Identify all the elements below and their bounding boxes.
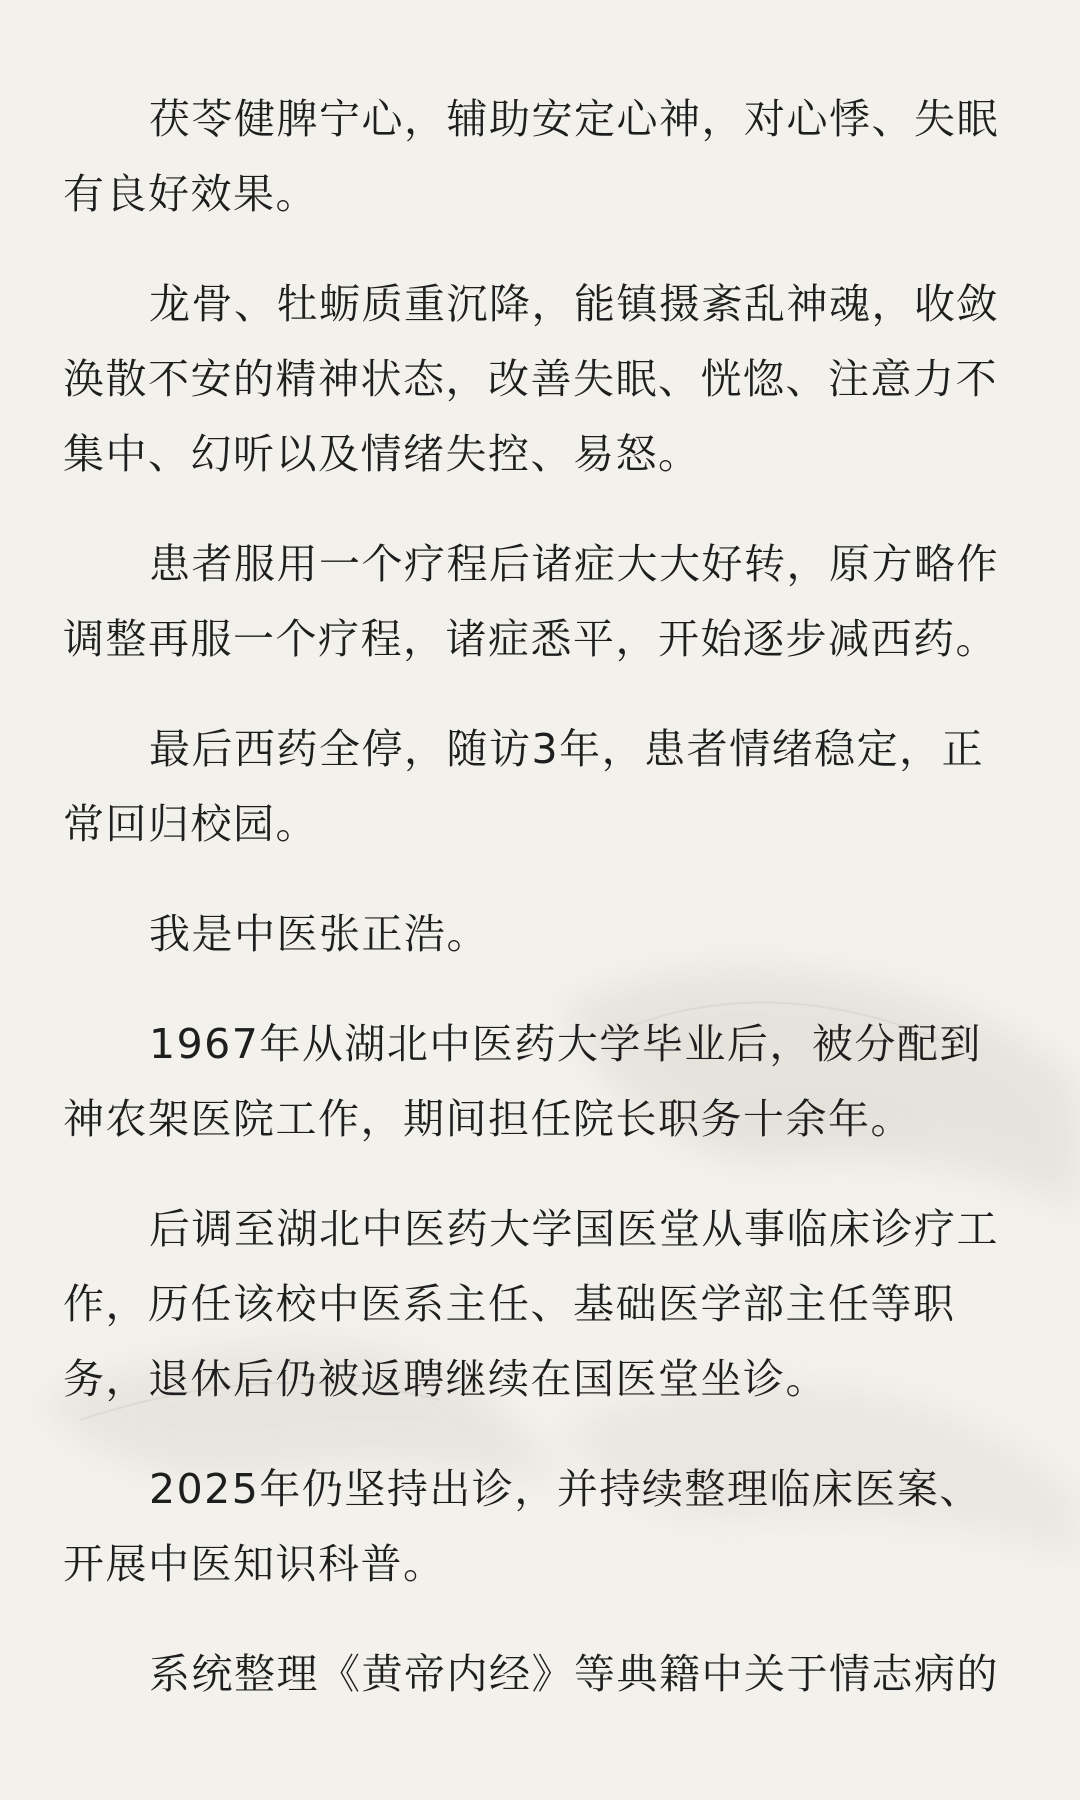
paragraph: 后调至湖北中医药大学国医堂从事临床诊疗工作，历任该校中医系主任、基础医学部主任等职务，退休后仍被返聘继续在国医堂坐诊。 (63, 1205, 999, 1403)
paragraph: 系统整理《黄帝内经》等典籍中关于情志病的 (149, 1650, 999, 1698)
paragraph: 最后西药全停，随访3年，患者情绪稳定，正常回归校园。 (63, 725, 985, 848)
paragraph: 患者服用一个疗程后诸症大大好转，原方略作调整再服一个疗程，诸症悉平，开始逐步减西药。 (63, 540, 999, 663)
paragraph: 茯苓健脾宁心，辅助安定心神，对心悸、失眠有良好效果。 (63, 95, 999, 218)
paragraph: 我是中医张正浩。 (149, 910, 489, 958)
paragraph: 1967年从湖北中医药大学毕业后，被分配到神农架医院工作，期间担任院长职务十余年。 (63, 1020, 982, 1143)
article-body (63, 82, 1018, 1747)
paragraph: 龙骨、牡蛎质重沉降，能镇摄紊乱神魂，收敛涣散不安的精神状态，改善失眠、恍惚、注意力不集中、幻听以及情绪失控、易怒。 (63, 280, 999, 478)
paragraph: 2025年仍坚持出诊，并持续整理临床医案、开展中医知识科普。 (63, 1465, 982, 1588)
